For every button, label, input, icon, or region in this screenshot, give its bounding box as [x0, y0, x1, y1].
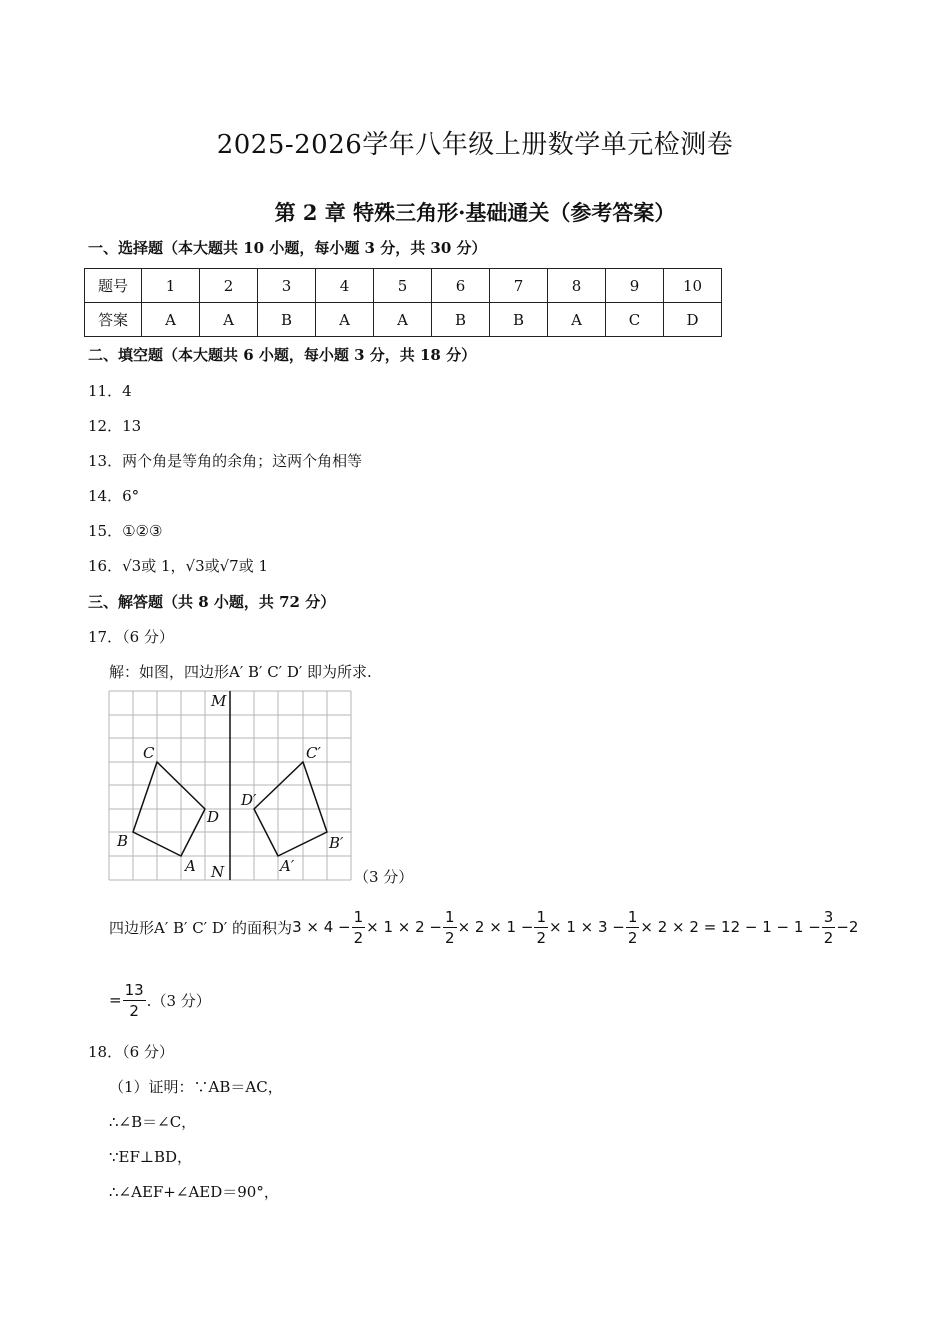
page-subtitle: 第 2 章 特殊三角形·基础通关（参考答案） [274, 200, 676, 225]
fraction-three-halves [822, 907, 836, 948]
section-3-heading: 三、解答题（共 8 小题，共 72 分） [88, 593, 336, 611]
label-c: C [143, 744, 155, 762]
q18-line: ∵EF⊥BD， [109, 1148, 193, 1166]
table-cell: 8 [548, 269, 606, 303]
item-number: 12． [88, 417, 123, 435]
fill-item-13 [88, 450, 362, 471]
area-result [109, 978, 211, 1022]
table-cell: 2 [200, 269, 258, 303]
label-n: N [211, 863, 225, 881]
fraction-half [534, 907, 548, 948]
q17-solution: 解：如图，四边形A′ B′ C′ D′ 即为所求. [109, 663, 372, 681]
fill-item-16 [88, 555, 268, 576]
fill-item-14 [88, 485, 139, 506]
table-cell: A [316, 303, 374, 337]
table-cell: 4 [316, 269, 374, 303]
item-number: 14． [88, 487, 123, 505]
page-title: 2025-2026学年八年级上册数学单元检测卷 [216, 130, 734, 160]
table-row [85, 269, 722, 303]
table-cell: 7 [490, 269, 548, 303]
table-cell: C [606, 303, 664, 337]
table-cell: 5 [374, 269, 432, 303]
denominator: 2 [129, 1001, 139, 1020]
fraction-half [352, 907, 366, 948]
item-number: 11． [88, 382, 123, 400]
answer-table [84, 268, 722, 337]
label-b-prime: B′ [329, 834, 344, 852]
area-term: × 2 × 1 − [457, 918, 534, 936]
denominator: 2 [353, 928, 364, 947]
fill-item-12 [88, 415, 141, 436]
table-cell: B [432, 303, 490, 337]
label-a-prime: A′ [280, 857, 295, 875]
item-number: 16． [88, 557, 123, 575]
area-term: −2 [836, 918, 859, 936]
row-label-answer: 答案 [85, 303, 142, 337]
q18-line: ∴∠B＝∠C， [109, 1113, 197, 1131]
table-cell: A [200, 303, 258, 337]
label-a: A [185, 857, 196, 875]
fill-item-11 [88, 380, 132, 401]
numerator: 3 [823, 907, 834, 926]
item-number: 15． [88, 522, 123, 540]
table-cell: A [374, 303, 432, 337]
fill-item-15 [88, 520, 162, 541]
table-cell: 9 [606, 269, 664, 303]
figure-score: （3 分） [354, 868, 414, 886]
table-cell: 1 [142, 269, 200, 303]
table-cell: B [490, 303, 548, 337]
area-term: × 1 × 3 − [548, 918, 625, 936]
result-equals: = [109, 991, 122, 1009]
numerator: 13 [124, 980, 144, 999]
item-answer: 4 [122, 382, 132, 400]
label-b: B [117, 832, 129, 850]
label-d: D [207, 808, 220, 826]
denominator: 2 [823, 928, 834, 947]
numerator: 1 [536, 907, 546, 926]
label-m: M [211, 692, 227, 710]
q18-line: （1）证明：∵AB＝AC， [109, 1078, 283, 1096]
q18-heading: 18．（6 分） [88, 1043, 174, 1061]
item-answer: 6° [122, 487, 140, 505]
numerator: 1 [353, 907, 364, 926]
result-score: .（3 分） [146, 991, 211, 1010]
table-cell: B [258, 303, 316, 337]
item-answer: ①②③ [122, 522, 163, 540]
row-label-number: 题号 [85, 269, 142, 303]
item-answer: √3或 1，√3或√7或 1 [122, 557, 269, 575]
q18-line: ∴∠AEF+∠AED＝90°， [109, 1183, 279, 1201]
numerator: 1 [445, 907, 455, 926]
table-cell: 10 [664, 269, 722, 303]
q17-heading: 17．（6 分） [88, 628, 174, 646]
area-term: × 2 × 2 = 12 − 1 − 1 − [640, 918, 821, 936]
fraction-half [443, 907, 457, 948]
section-2-heading: 二、填空题（本大题共 6 小题，每小题 3 分，共 18 分） [88, 346, 477, 364]
numerator: 1 [627, 907, 638, 926]
table-cell: A [548, 303, 606, 337]
denominator: 2 [627, 928, 638, 947]
label-d-prime: D′ [241, 791, 257, 809]
denominator: 2 [536, 928, 546, 947]
table-cell: 6 [432, 269, 490, 303]
item-number: 13． [88, 452, 123, 470]
label-c-prime: C′ [306, 744, 321, 762]
item-answer: 两个角是等角的余角；这两个角相等 [122, 452, 363, 470]
table-cell: D [664, 303, 722, 337]
table-cell: A [142, 303, 200, 337]
area-term: 3 × 4 − [292, 918, 351, 936]
fraction-half [626, 907, 640, 948]
fraction-result [123, 980, 146, 1021]
section-1-heading: 一、选择题（本大题共 10 小题，每小题 3 分，共 30 分） [88, 239, 487, 257]
grid-figure [100, 686, 364, 886]
area-prefix: 四边形A′ B′ C′ D′ 的面积为 [109, 918, 293, 937]
table-cell: 3 [258, 269, 316, 303]
table-row [85, 303, 722, 337]
denominator: 2 [445, 928, 455, 947]
item-answer: 13 [122, 417, 142, 435]
area-expression [109, 905, 858, 949]
area-term: × 1 × 2 − [366, 918, 443, 936]
